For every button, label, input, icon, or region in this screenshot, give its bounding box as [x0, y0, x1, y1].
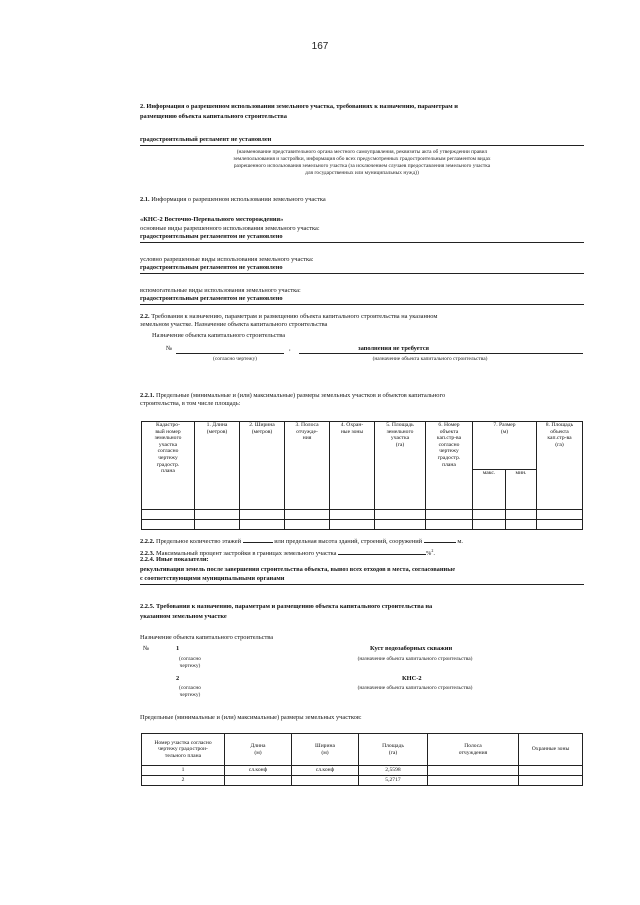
auxiliary-use-label: вспомогательные виды использования земельного участка:	[140, 287, 301, 294]
object-2-number: 2	[176, 675, 180, 682]
h7-l2: объекта	[439, 428, 459, 435]
cell: 5,2717	[359, 776, 428, 786]
floors-label: Предельное количество этажей	[156, 538, 242, 545]
h9-l2: объекта	[550, 428, 569, 435]
zone-name: «КНС-2 Восточно-Перевального месторождения»	[140, 216, 284, 223]
h3-l1: 2. Ширина	[249, 422, 275, 428]
object-1-number: 1	[176, 645, 180, 652]
conditional-use-value: градостроительным регламентом не установлено	[140, 264, 283, 271]
cell: 2	[142, 776, 225, 786]
t2h4-l1: Площадь	[382, 742, 404, 749]
h1-l1: Кадастро-	[156, 422, 180, 428]
regulation-underline	[140, 145, 584, 146]
h7-l1: 6. Номер	[438, 422, 460, 428]
note-per-drawing-2	[170, 685, 210, 699]
number-sign: №	[166, 345, 173, 352]
number-underline	[176, 353, 284, 354]
h1-l6: чертежу	[158, 454, 178, 461]
note-object-purpose-2: (назначение объекта капитального строительства)	[357, 685, 473, 691]
regulation-note-line-4: для государственных или муниципальных нужд))	[305, 170, 419, 176]
h6-l3: участка	[390, 435, 410, 442]
section-2-2-5-title-2: указанном земельном участке	[140, 613, 227, 620]
conditional-use-label: условно разрешенные виды использования земельного участка:	[140, 256, 314, 263]
cell	[519, 776, 583, 786]
t2h1-l3: тельного плана	[164, 752, 202, 759]
h7-l3: кап.стр-ва	[436, 435, 462, 442]
section-2-2-1-line-2: строительства, в том числе площадь:	[140, 400, 241, 407]
regulation-note-line-2: землепользования и застройки, информация обо всех предусмотренных градостроительным регламентом видах	[233, 156, 491, 162]
page-number: 167	[311, 41, 329, 52]
table-row	[142, 510, 583, 520]
h4-l3: ния	[302, 435, 312, 442]
object-1-name: Куст водозаборных скважин	[370, 645, 453, 652]
main-use-underline	[140, 242, 584, 243]
regulation-note-line-1: (наименование представительного органа местного самоуправления, реквизиты акта об утверждении правил	[236, 149, 488, 155]
h1-l2: вый номер	[155, 428, 181, 435]
other-indicators-label: 2.2.4. Иные показатели:	[140, 556, 209, 563]
th-area	[359, 734, 428, 766]
col-alienation	[285, 422, 330, 510]
object-purpose-label: Назначение объекта капитального строительства	[152, 332, 286, 339]
reclamation-underline	[140, 584, 584, 585]
s223-number: 2.2.3.	[140, 550, 155, 558]
meter-unit: м.	[457, 538, 463, 545]
floors-line	[140, 538, 584, 547]
section-2-2-1-text-1: Предельные (минимальные и (или) максимальные) размеры земельных участков и объектов капитального	[156, 392, 446, 399]
note-per-drawing-1	[170, 656, 210, 670]
height-label: или предельная высота зданий, строений, сооружений	[274, 538, 423, 545]
purpose-underline	[299, 353, 583, 354]
note2-l1: (согласно	[179, 685, 201, 691]
col-width	[240, 422, 285, 510]
main-use-label: основные виды разрешенного использования земельного участка:	[140, 225, 320, 232]
h6-l2: земельного	[386, 428, 414, 435]
t2h1-l2: чертежу градострои-	[158, 746, 208, 753]
coverage-label: Максимальный процент застройки в границах земельного участка	[156, 550, 337, 558]
section-2-1-title	[140, 196, 584, 205]
col-object-number	[426, 422, 473, 510]
h7-l7: плана	[442, 461, 456, 468]
table-row	[142, 520, 583, 530]
h6-l4: (га)	[395, 441, 405, 448]
auxiliary-use-underline	[140, 304, 584, 305]
th-width	[292, 734, 359, 766]
h3-l2: (метров)	[251, 428, 273, 435]
h1-l5: согласно	[157, 448, 179, 455]
section-2-1-text: Информация о разрешенном использовании земельного участка	[151, 196, 326, 203]
cell: сл.конф	[292, 766, 359, 776]
main-use-value: градостроительным регламентом не установлено	[140, 233, 283, 240]
object-2-name: КНС-2	[402, 675, 422, 682]
section-2-1-number: 2.1.	[140, 196, 150, 203]
t2h1-l1: Номер участка согласно	[154, 739, 212, 746]
cell: сл.конф	[225, 766, 292, 776]
section-2-2-line-1: Требования к назначению, параметрам и размещению объекта капитального строительства на указанном	[151, 313, 438, 320]
h1-l3: земельного	[154, 435, 182, 442]
h1-l4: участка	[158, 441, 178, 448]
h7-l5: чертежу	[439, 448, 459, 455]
reclamation-line-1: рекультивация земель после завершения строительства объекта, вывоз всех отходов в места, согласованные	[140, 566, 456, 573]
col-object-area	[537, 422, 583, 510]
cell	[428, 776, 519, 786]
section-2-title-line-2: размещению объекта капитального строительства	[140, 113, 287, 120]
th-plot-number	[142, 734, 225, 766]
h5-l1: 4. Охран-	[340, 422, 364, 428]
conditional-use-underline	[140, 273, 584, 274]
parameters-table	[141, 421, 583, 530]
section-2-2-number: 2.2.	[140, 313, 150, 320]
object-purpose-label-2: Назначение объекта капитального строительства	[140, 634, 274, 641]
note-l1: (согласно	[179, 656, 201, 662]
note-object-purpose: (назначение объекта капитального строительства)	[372, 356, 488, 362]
note-l2: чертежу)	[179, 663, 201, 669]
t2h5-l1: Полоса	[464, 742, 482, 749]
auxiliary-use-value: градостроительным регламентом не установлено	[140, 295, 283, 302]
limits-label: Предельные (минимальные и (или) максимальные) размеры земельных участков:	[140, 714, 362, 721]
th-alienation	[428, 734, 519, 766]
cell	[292, 776, 359, 786]
t2h3-l1: Ширина	[315, 742, 335, 749]
h9-l3: кап.стр-ва	[547, 435, 572, 442]
th-length	[225, 734, 292, 766]
th-protect-zones: Охранные зоны	[519, 734, 583, 766]
fill-not-required: заполнения не требуется	[358, 345, 430, 352]
h2-l1: 1. Длина	[206, 422, 228, 428]
regulation-value: градостроительный регламент не установлен	[140, 136, 272, 143]
t2h2-l2: (м)	[254, 749, 262, 756]
comma: ,	[289, 345, 291, 352]
h2-l2: (метров)	[206, 428, 228, 435]
section-2-2-1-number: 2.2.1.	[140, 392, 155, 399]
percent-unit: %	[426, 550, 432, 558]
h1-l8: плана	[161, 468, 175, 475]
table-row	[142, 766, 583, 776]
note-per-drawing: (согласно чертежу)	[213, 356, 257, 362]
number-sign-2: №	[143, 645, 150, 652]
col-protect-zones	[330, 422, 375, 510]
note2-l2: чертежу)	[179, 692, 201, 698]
h4-l1: 3. Полоса	[295, 422, 319, 428]
cell	[428, 766, 519, 776]
h7-l6: градостр.	[437, 454, 461, 461]
h9-l1: 8. Площадь	[545, 422, 574, 428]
cell	[225, 776, 292, 786]
s222-number: 2.2.2.	[140, 538, 155, 545]
section-2-2-line-2: земельном участке. Назначение объекта капитального строительства	[140, 321, 328, 328]
col-size-max: макс.	[473, 470, 506, 510]
h1-l7: градостр.	[156, 461, 180, 468]
reclamation-line-2: с соответствующими муниципальными органами	[140, 575, 285, 582]
regulation-note-line-3: разрешенного использования земельного участка (за исключением случаев предоставления земельного участка	[233, 163, 491, 169]
h8-l1: 7. Размер	[493, 422, 516, 428]
t2h5-l2: отчуждения	[458, 749, 488, 756]
col-length	[195, 422, 240, 510]
note-object-purpose-1: (назначение объекта капитального строительства)	[357, 656, 473, 662]
section-2-2-5-title-1: 2.2.5. Требования к назначению, параметрам и размещению объекта капитального строительства на	[140, 603, 433, 610]
h4-l2: отчужде-	[296, 428, 318, 435]
h5-l2: ные зоны	[340, 428, 364, 435]
cell: 1	[142, 766, 225, 776]
regulation-note	[140, 149, 584, 177]
coverage-line: 2.2.3. Максимальный процент застройки в границах земельного участка %$^2$.	[140, 548, 435, 558]
t2h4-l2: (га)	[388, 749, 398, 756]
col-size-min: мин.	[506, 470, 537, 510]
h6-l1: 5. Площадь	[386, 422, 414, 428]
col-cadastral	[142, 422, 195, 510]
t2h2-l1: Длина	[250, 742, 266, 749]
col-size	[473, 422, 537, 470]
t2h3-l2: (м)	[321, 749, 329, 756]
h8-l2: (м)	[500, 428, 509, 435]
h9-l4: (га)	[555, 441, 564, 448]
plot-sizes-table	[141, 733, 583, 786]
col-area	[375, 422, 426, 510]
table-row	[142, 776, 583, 786]
cell	[519, 766, 583, 776]
section-2-title-line-1: 2. Информация о разрешенном использовании земельного участка, требованиях к назначению, параметрам и	[140, 103, 458, 110]
h7-l4: согласно	[438, 441, 460, 448]
cell: 2,5598	[359, 766, 428, 776]
